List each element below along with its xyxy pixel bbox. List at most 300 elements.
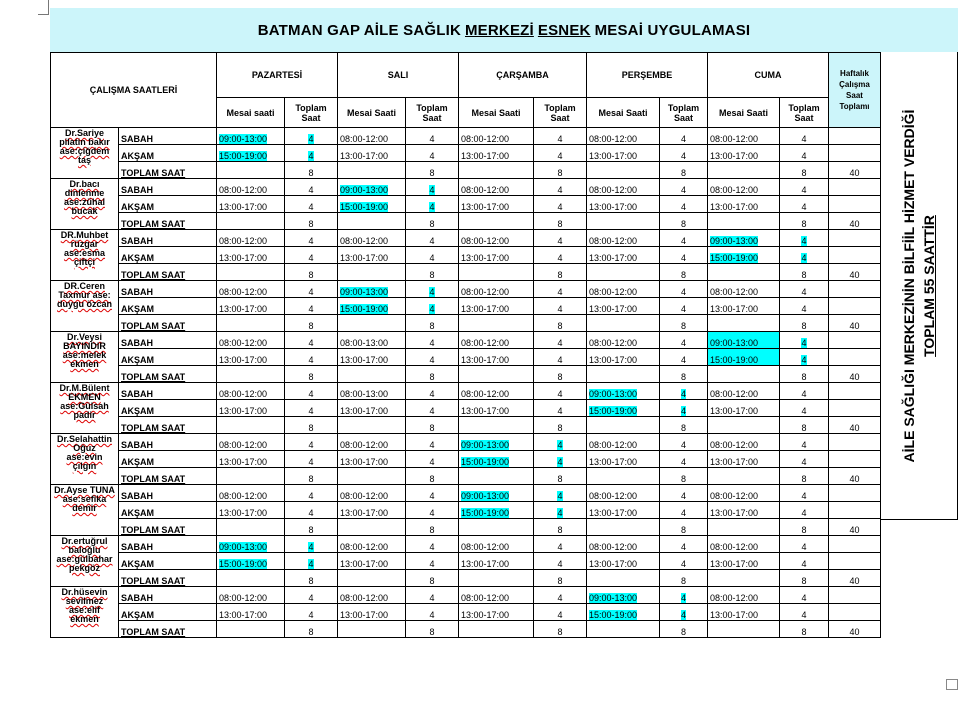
sabah-row [51,281,881,298]
hours-cell-aksam [534,451,587,468]
time-cell-aksam [338,553,406,570]
total-time-empty [459,315,534,332]
time-value: 08:00-12:00 [340,542,389,552]
total-time-empty [217,162,285,179]
time-cell-aksam [459,604,534,621]
shift-label-aksam: AKŞAM [119,502,217,519]
time-value: 13:00-17:00 [340,151,389,161]
hours-cell-sabah [285,281,338,298]
hours-cell-aksam [406,451,459,468]
time-value: 08:00-12:00 [340,491,389,501]
time-cell-aksam [217,502,285,519]
hours-value: 4 [557,406,563,416]
hours-value: 4 [308,508,314,518]
time-value: 08:00-12:00 [219,236,268,246]
hours-value: 4 [680,338,686,348]
weekly-total: 40 [829,417,881,434]
hours-cell-sabah [660,179,708,196]
total-time-empty [459,621,534,638]
time-value: 08:00-13:00 [340,389,389,399]
time-value: 08:00-12:00 [340,593,389,603]
total-time-empty [217,468,285,485]
total-time-empty [338,519,406,536]
day-total: 8 [285,519,338,536]
weekly-cell-empty [829,196,881,213]
side-note-box [880,52,958,520]
time-value: 08:00-12:00 [219,440,268,450]
hours-value: 4 [801,134,807,144]
hours-cell-aksam [285,502,338,519]
day-total: 8 [406,162,459,179]
time-cell-aksam [587,502,660,519]
hours-value: 4 [680,134,686,144]
hours-value: 4 [680,542,686,552]
total-label: TOPLAM SAAT [119,519,217,536]
aksam-row [51,553,881,570]
hours-cell-sabah [285,587,338,604]
day-total: 8 [660,621,708,638]
total-time-empty [587,366,660,383]
weekly-cell-empty [829,434,881,451]
hours-cell-sabah [780,383,829,400]
hours-value: 4 [308,389,314,399]
schedule-table [50,52,881,638]
time-value: 13:00-17:00 [710,457,759,467]
hours-cell-aksam [780,298,829,315]
time-value: 13:00-17:00 [340,253,389,263]
doctor-name: Dr.hüsevin sevilmez [61,587,108,606]
toplam-saat-header-1: Toplam Saat [406,98,459,128]
hours-value: 4 [557,304,563,314]
time-cell-aksam [217,145,285,162]
time-cell-sabah [338,179,406,196]
aksam-row [51,604,881,621]
weekly-total: 40 [829,213,881,230]
time-value: 13:00-17:00 [340,610,389,620]
time-value: 08:00-12:00 [461,134,510,144]
time-cell-sabah [587,332,660,349]
day-total: 8 [406,366,459,383]
weekly-cell-empty [829,383,881,400]
hours-value: 4 [801,593,807,603]
weekly-cell-empty [829,230,881,247]
total-time-empty [708,264,780,281]
hours-value: 4 [308,593,314,603]
time-cell-sabah [217,179,285,196]
time-value: 08:00-12:00 [589,134,638,144]
time-value: 08:00-12:00 [340,236,389,246]
hours-cell-aksam [285,349,338,366]
doctor-name: Dr.Veysi BAYINDIR [63,332,106,351]
hours-cell-aksam [406,196,459,213]
total-time-empty [708,366,780,383]
hours-value: 4 [308,253,314,263]
time-value: 15:00-19:00 [461,457,510,467]
hours-cell-aksam [780,196,829,213]
staff-cell [51,332,119,383]
time-cell-sabah [587,230,660,247]
hours-value: 4 [308,304,314,314]
time-cell-sabah [708,128,780,145]
day-header-3: PERŞEMBE [587,53,708,98]
hours-value: 4 [429,236,435,246]
assistant-name: ase:Gülsah padir [60,401,109,420]
hours-value: 4 [557,610,563,620]
hours-value: 4 [680,151,686,161]
hours-cell-aksam [285,145,338,162]
hours-value: 4 [308,338,314,348]
assistant-name: ase:gülbahar pekgöz [56,554,113,573]
time-value: 08:00-12:00 [589,287,638,297]
day-header-0: PAZARTESİ [217,53,338,98]
hours-value: 4 [801,355,807,365]
time-value: 13:00-17:00 [461,406,510,416]
day-total: 8 [285,264,338,281]
hours-value: 4 [308,236,314,246]
hours-cell-aksam [534,400,587,417]
time-value: 13:00-17:00 [461,253,510,263]
shift-label-sabah: SABAH [119,281,217,298]
total-time-empty [338,366,406,383]
time-value: 15:00-19:00 [589,610,638,620]
total-time-empty [587,315,660,332]
day-total: 8 [534,366,587,383]
time-cell-sabah [217,332,285,349]
time-value: 09:00-13:00 [219,134,268,144]
total-label: TOPLAM SAAT [119,570,217,587]
shift-label-sabah: SABAH [119,587,217,604]
time-cell-aksam [338,247,406,264]
time-cell-sabah [338,434,406,451]
time-value: 08:00-12:00 [589,440,638,450]
time-cell-sabah [587,434,660,451]
shift-label-aksam: AKŞAM [119,604,217,621]
hours-cell-sabah [660,536,708,553]
total-time-empty [459,570,534,587]
weekly-total: 40 [829,570,881,587]
hours-cell-sabah [780,485,829,502]
day-total: 8 [780,264,829,281]
time-value: 13:00-17:00 [710,610,759,620]
time-value: 13:00-17:00 [461,151,510,161]
total-time-empty [708,213,780,230]
hours-value: 4 [557,338,563,348]
hours-value: 4 [308,559,314,569]
time-value: 13:00-17:00 [461,304,510,314]
time-value: 08:00-12:00 [219,287,268,297]
time-cell-sabah [587,281,660,298]
page-end-marker [946,679,958,690]
hours-cell-aksam [660,298,708,315]
hours-cell-aksam [660,400,708,417]
time-value: 13:00-17:00 [461,355,510,365]
shift-label-aksam: AKŞAM [119,145,217,162]
time-value: 13:00-17:00 [340,508,389,518]
time-value: 13:00-17:00 [219,253,268,263]
time-cell-sabah [459,179,534,196]
day-total: 8 [534,264,587,281]
hours-cell-aksam [285,247,338,264]
weekly-total: 40 [829,468,881,485]
hours-value: 4 [801,457,807,467]
hours-value: 4 [801,508,807,518]
time-value: 13:00-17:00 [219,406,268,416]
total-time-empty [587,162,660,179]
day-total: 8 [780,570,829,587]
hours-value: 4 [308,185,314,195]
time-value: 13:00-17:00 [710,304,759,314]
hours-cell-sabah [660,128,708,145]
shift-label-sabah: SABAH [119,485,217,502]
aksam-row [51,298,881,315]
staff-cell [51,383,119,434]
time-cell-aksam [459,247,534,264]
time-cell-aksam [338,349,406,366]
day-total: 8 [780,468,829,485]
hours-value: 4 [557,491,563,501]
hours-cell-sabah [285,383,338,400]
time-value: 13:00-17:00 [219,202,268,212]
time-value: 08:00-12:00 [219,338,268,348]
hours-cell-sabah [285,179,338,196]
weekly-cell-empty [829,553,881,570]
hours-cell-aksam [660,247,708,264]
time-cell-aksam [708,298,780,315]
time-cell-sabah [459,128,534,145]
time-cell-aksam [708,604,780,621]
doctor-name: Dr.ertuğrul baloğlu [61,536,108,555]
total-time-empty [587,213,660,230]
day-total: 8 [660,468,708,485]
total-time-empty [217,519,285,536]
hours-cell-aksam [780,145,829,162]
time-value: 13:00-17:00 [340,355,389,365]
aksam-row [51,349,881,366]
hours-cell-sabah [285,230,338,247]
time-value: 15:00-19:00 [219,559,268,569]
time-cell-sabah [587,128,660,145]
time-cell-sabah [459,383,534,400]
time-cell-sabah [459,536,534,553]
total-time-empty [338,417,406,434]
time-value: 13:00-17:00 [589,253,638,263]
hours-cell-sabah [534,383,587,400]
toplam-row [51,213,881,230]
hours-value: 4 [429,253,435,263]
time-cell-aksam [708,196,780,213]
total-time-empty [459,213,534,230]
day-total: 8 [534,162,587,179]
day-total: 8 [285,162,338,179]
toplam-saat-header-4: Toplam Saat [780,98,829,128]
weekly-total: 40 [829,366,881,383]
shift-label-sabah: SABAH [119,332,217,349]
hours-cell-sabah [406,230,459,247]
weekly-cell-empty [829,179,881,196]
time-value: 13:00-17:00 [710,559,759,569]
total-label: TOPLAM SAAT [119,264,217,281]
time-value: 15:00-19:00 [461,508,510,518]
time-cell-aksam [459,349,534,366]
hours-cell-sabah [660,434,708,451]
time-value: 09:00-13:00 [461,440,510,450]
total-time-empty [708,468,780,485]
time-cell-sabah [459,230,534,247]
hours-cell-sabah [780,179,829,196]
time-value: 08:00-12:00 [710,185,759,195]
hours-cell-sabah [406,536,459,553]
hours-cell-sabah [534,332,587,349]
time-cell-aksam [217,349,285,366]
weekly-cell-empty [829,128,881,145]
toplam-row [51,162,881,179]
time-value: 08:00-12:00 [710,134,759,144]
total-time-empty [459,468,534,485]
hours-cell-sabah [406,281,459,298]
hours-value: 4 [801,338,807,348]
toplam-saat-header-0: Toplam Saat [285,98,338,128]
total-label: TOPLAM SAAT [119,213,217,230]
hours-value: 4 [557,440,563,450]
sabah-row [51,383,881,400]
hours-cell-aksam [780,400,829,417]
time-value: 08:00-12:00 [219,185,268,195]
shift-label-sabah: SABAH [119,128,217,145]
time-cell-aksam [338,298,406,315]
hours-value: 4 [429,593,435,603]
hours-value: 4 [557,389,563,399]
hours-cell-sabah [660,230,708,247]
day-total: 8 [406,468,459,485]
weekly-total: 40 [829,621,881,638]
hours-cell-sabah [780,281,829,298]
day-total: 8 [780,621,829,638]
time-value: 13:00-17:00 [340,457,389,467]
title-part-esnek: ESNEK [537,21,591,39]
time-value: 15:00-19:00 [340,202,389,212]
hours-cell-sabah [534,179,587,196]
mesai-saati-header-4: Mesai Saati [708,98,780,128]
time-cell-aksam [217,400,285,417]
time-value: 08:00-12:00 [461,338,510,348]
doctor-name: Dr.Sariye pilatin bakır [59,128,110,147]
time-value: 09:00-13:00 [340,287,389,297]
time-cell-sabah [708,587,780,604]
day-total: 8 [780,213,829,230]
time-value: 15:00-19:00 [340,304,389,314]
day-total: 8 [534,468,587,485]
hours-value: 4 [801,389,807,399]
hours-cell-sabah [780,332,829,349]
day-total: 8 [780,366,829,383]
hours-value: 4 [680,406,686,416]
time-cell-aksam [459,196,534,213]
sabah-row [51,536,881,553]
time-cell-aksam [708,502,780,519]
hours-cell-sabah [534,587,587,604]
weekly-cell-empty [829,281,881,298]
time-cell-sabah [459,281,534,298]
hours-value: 4 [557,202,563,212]
time-value: 13:00-17:00 [589,202,638,212]
time-cell-sabah [217,128,285,145]
side-note [899,56,939,516]
total-time-empty [708,315,780,332]
hours-cell-sabah [406,587,459,604]
total-time-empty [587,570,660,587]
hours-value: 4 [429,508,435,518]
hours-value: 4 [557,457,563,467]
hours-cell-sabah [406,179,459,196]
time-value: 08:00-12:00 [710,440,759,450]
hours-value: 4 [429,389,435,399]
hours-value: 4 [557,134,563,144]
staff-cell [51,536,119,587]
sabah-row [51,179,881,196]
time-cell-aksam [217,604,285,621]
time-value: 13:00-17:00 [589,151,638,161]
staff-cell [51,434,119,485]
hours-cell-aksam [285,298,338,315]
hours-value: 4 [429,440,435,450]
total-time-empty [459,366,534,383]
time-value: 08:00-12:00 [589,491,638,501]
weekly-total-header-text: Haftalık Çalışma Saat Toplamı [839,69,870,111]
total-time-empty [708,570,780,587]
shift-label-sabah: SABAH [119,179,217,196]
hours-value: 4 [680,355,686,365]
day-total: 8 [534,570,587,587]
hours-cell-sabah [660,281,708,298]
hours-value: 4 [429,355,435,365]
hours-cell-aksam [406,247,459,264]
hours-value: 4 [801,440,807,450]
shift-label-aksam: AKŞAM [119,298,217,315]
time-value: 08:00-12:00 [461,236,510,246]
day-total: 8 [534,417,587,434]
hours-value: 4 [680,457,686,467]
time-value: 13:00-17:00 [219,457,268,467]
hours-value: 4 [801,287,807,297]
weekly-cell-empty [829,247,881,264]
toplam-row [51,366,881,383]
day-total: 8 [285,621,338,638]
time-value: 13:00-17:00 [589,304,638,314]
time-value: 13:00-17:00 [589,457,638,467]
time-value: 13:00-17:00 [219,355,268,365]
hours-cell-aksam [406,400,459,417]
time-value: 08:00-12:00 [461,593,510,603]
time-cell-aksam [217,451,285,468]
time-cell-sabah [338,128,406,145]
hours-cell-aksam [285,451,338,468]
hours-cell-sabah [780,230,829,247]
day-total: 8 [406,417,459,434]
hours-cell-sabah [285,128,338,145]
day-total: 8 [406,570,459,587]
toplam-row [51,417,881,434]
hours-value: 4 [801,542,807,552]
time-value: 13:00-17:00 [219,508,268,518]
time-cell-aksam [459,502,534,519]
time-cell-sabah [338,587,406,604]
hours-cell-sabah [534,434,587,451]
time-cell-sabah [587,536,660,553]
hours-value: 4 [680,389,686,399]
total-time-empty [338,315,406,332]
time-cell-aksam [338,196,406,213]
hours-cell-aksam [660,451,708,468]
